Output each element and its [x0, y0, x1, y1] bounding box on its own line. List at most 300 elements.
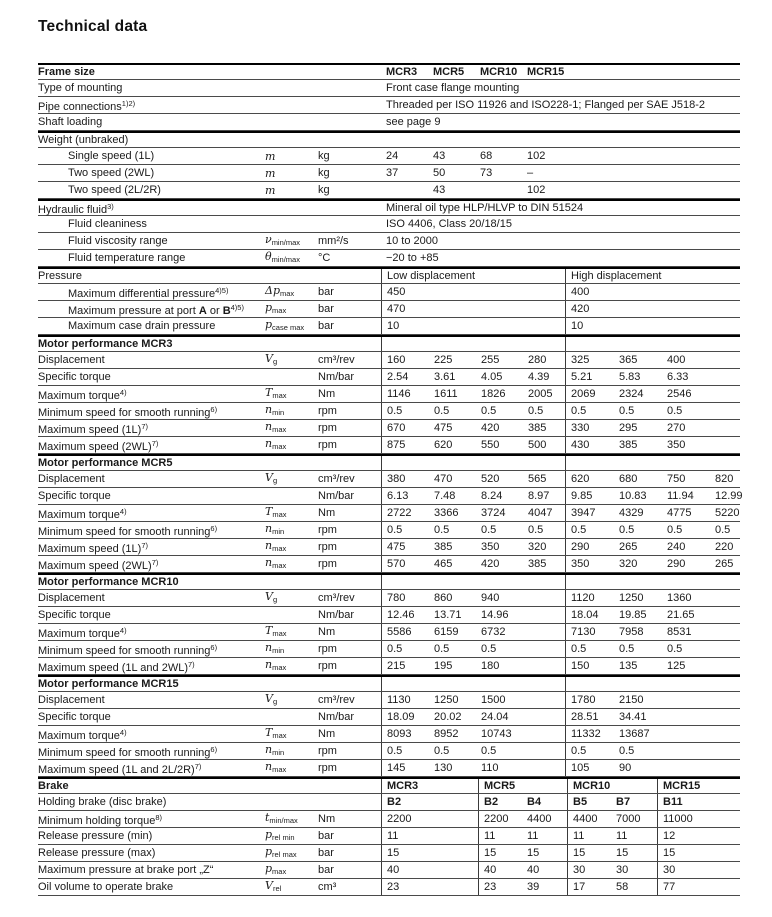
row-label-cell — [38, 830, 265, 843]
symbol-subscript: max — [280, 289, 295, 298]
unit: mm²/s — [318, 234, 349, 247]
value-cell: 7000 — [616, 812, 641, 825]
brake-zone — [567, 794, 657, 810]
value-cell: 40 — [484, 863, 497, 876]
high-displacement-zone — [565, 677, 740, 691]
value-cell: 8952 — [434, 727, 459, 740]
low-displacement-zone — [381, 337, 565, 351]
value-cell: 0.5 — [387, 404, 403, 417]
unit-cell — [318, 490, 381, 503]
high-displacement-zone — [565, 337, 740, 351]
table-row — [38, 522, 740, 539]
value-cell: 5586 — [387, 625, 412, 638]
value-cell: 0.5 — [528, 404, 544, 417]
symbol: θ — [265, 250, 272, 263]
unit: Nm/bar — [318, 710, 355, 723]
value-cell: 940 — [481, 591, 500, 604]
row-label-cell — [38, 522, 265, 539]
symbol-cell — [265, 590, 318, 606]
value-cell: 105 — [571, 761, 590, 774]
value-cell: 2069 — [571, 387, 596, 400]
unit: bar — [318, 829, 334, 842]
unit-cell — [318, 439, 381, 452]
low-displacement-zone — [381, 386, 565, 402]
unit: bar — [318, 319, 334, 332]
unit-cell — [318, 847, 381, 860]
value-cell: B11 — [663, 795, 683, 808]
low-displacement-zone — [381, 269, 565, 283]
row-label: Motor performance MCR10 — [38, 575, 179, 588]
symbol-cell — [265, 692, 318, 708]
row-label-cell — [38, 437, 265, 454]
unit-cell — [318, 711, 381, 724]
value-cell: 7958 — [619, 625, 644, 638]
value-cell: 475 — [434, 421, 453, 434]
value-cell: 350 — [571, 557, 590, 570]
brake-zone — [478, 845, 567, 861]
row-label-cell — [38, 134, 265, 147]
unit: cm³/rev — [318, 353, 355, 366]
value-cell: 2150 — [619, 693, 644, 706]
brake-zone — [478, 828, 567, 844]
value-cell: – — [527, 166, 534, 179]
symbol: V — [265, 352, 273, 365]
row-label: Maximum speed (1L and 2WL) — [38, 661, 188, 674]
value-cell: 73 — [480, 166, 493, 179]
footnote-marker: 1)2) — [121, 98, 136, 108]
footnote-marker: 4) — [119, 727, 127, 737]
low-displacement-zone — [381, 318, 565, 334]
unit-cell — [318, 167, 381, 180]
column-header-row — [38, 63, 740, 80]
symbol-cell — [265, 624, 318, 640]
value-cell: 13.71 — [434, 608, 462, 621]
symbol: Δp — [265, 284, 280, 297]
row-label: Maximum pressure at port — [68, 304, 199, 317]
value-cell: 10 — [387, 319, 400, 332]
low-displacement-zone — [381, 369, 565, 385]
symbol: p — [265, 828, 273, 841]
value-cell: 6159 — [434, 625, 459, 638]
value-cell: 1826 — [481, 387, 506, 400]
row-label: Displacement — [38, 591, 105, 604]
high-displacement-zone — [565, 607, 740, 623]
low-displacement-zone — [381, 575, 565, 589]
high-displacement-zone — [565, 760, 740, 776]
value-cell: 295 — [619, 421, 638, 434]
value-cell: 30 — [663, 863, 676, 876]
high-displacement-zone — [565, 301, 740, 317]
row-label-cell — [38, 218, 265, 231]
value-cell: 43 — [433, 183, 446, 196]
value-area — [381, 148, 740, 164]
row-label-cell — [38, 743, 265, 760]
brake-header-row — [38, 777, 740, 794]
unit-cell — [318, 184, 381, 197]
symbol: p — [265, 862, 273, 875]
table-row — [38, 692, 740, 709]
brake-zone — [567, 845, 657, 861]
row-label: Single speed (1L) — [68, 149, 155, 162]
value-cell: 780 — [387, 591, 406, 604]
value-cell: 1250 — [434, 693, 459, 706]
value-cell: 280 — [528, 353, 547, 366]
symbol: n — [265, 420, 273, 433]
value-cell: 20.02 — [434, 710, 462, 723]
table-row — [38, 862, 740, 879]
value-area — [381, 80, 740, 96]
row-label: Fluid cleaniness — [68, 217, 147, 230]
symbol: n — [265, 437, 273, 450]
symbol-subscript: rel — [272, 884, 282, 893]
symbol-cell — [265, 386, 318, 402]
table-row — [38, 505, 740, 522]
value-cell: 15 — [387, 846, 400, 859]
symbol-subscript: rel max — [272, 850, 297, 859]
low-displacement-zone — [381, 456, 565, 470]
table-row — [38, 114, 740, 131]
value-cell: 385 — [434, 540, 453, 553]
high-displacement-zone — [565, 284, 740, 300]
value-cell: 0.5 — [387, 523, 403, 536]
technical-data-table — [38, 63, 743, 896]
row-label-cell — [38, 184, 265, 197]
value-cell: 1611 — [434, 387, 458, 400]
low-displacement-zone — [381, 420, 565, 436]
row-label: Maximum speed (2WL) — [38, 440, 152, 453]
symbol: V — [265, 692, 273, 705]
unit: kg — [318, 149, 330, 162]
symbol: n — [265, 556, 273, 569]
row-label: Pipe connections — [38, 100, 122, 113]
row-label-cell — [38, 881, 265, 894]
row-label: Maximum pressure at brake port „Z“ — [38, 863, 214, 876]
value-cell: 11000 — [663, 812, 693, 825]
unit-cell — [318, 864, 381, 877]
value-cell: 350 — [667, 438, 686, 451]
symbol-subscript: max — [272, 765, 287, 774]
table-row — [38, 318, 740, 335]
row-label-cell — [38, 270, 265, 283]
value-cell: 10.83 — [619, 489, 647, 502]
value-cell: MCR15 — [527, 65, 565, 78]
low-displacement-zone — [381, 607, 565, 623]
value-cell: 1360 — [667, 591, 692, 604]
value-area — [381, 233, 740, 249]
value-cell: 0.5 — [571, 404, 587, 417]
unit-cell — [318, 371, 381, 384]
row-label-cell — [38, 116, 265, 129]
value-cell: 15 — [484, 846, 497, 859]
low-displacement-zone — [381, 709, 565, 725]
value-cell: 110 — [481, 761, 499, 774]
footnote-marker: 7) — [151, 557, 159, 567]
value-cell: 11 — [527, 829, 539, 842]
value-cell: 450 — [387, 285, 406, 298]
symbol: t — [265, 811, 270, 824]
footnote-marker: 4)5) — [215, 285, 229, 295]
unit: Nm — [318, 506, 336, 519]
value-cell: 7.48 — [434, 489, 456, 502]
value-cell: B7 — [616, 795, 631, 808]
brake-zone — [478, 779, 567, 793]
value-cell: 475 — [387, 540, 406, 553]
brake-zone — [657, 845, 740, 861]
brake-zone — [381, 811, 478, 827]
value-cell: 420 — [571, 302, 590, 315]
value-cell: 380 — [387, 472, 406, 485]
value-area — [381, 165, 740, 181]
value-area — [381, 250, 740, 266]
symbol-subscript: max — [272, 867, 287, 876]
footnote-marker: 6) — [210, 642, 218, 652]
value-cell: 320 — [528, 540, 547, 553]
footnote-marker: 7) — [141, 540, 148, 550]
row-label: Maximum case drain pressure — [68, 319, 216, 332]
brake-zone — [478, 811, 567, 827]
high-displacement-zone — [565, 590, 740, 606]
symbol-subscript: min/max — [269, 816, 298, 825]
symbol-subscript: max — [272, 442, 287, 451]
low-displacement-zone — [381, 624, 565, 640]
symbol-cell — [265, 811, 318, 827]
table-row — [38, 794, 740, 811]
table-row — [38, 760, 740, 777]
row-label-cell — [38, 796, 265, 809]
value-area — [381, 97, 740, 113]
row-label: Specific torque — [38, 608, 111, 621]
table-row — [38, 624, 740, 641]
value-cell: 3.61 — [434, 370, 456, 383]
brake-zone — [381, 779, 478, 793]
value-cell: 40 — [387, 863, 400, 876]
value-cell: 6732 — [481, 625, 506, 638]
value-cell: 125 — [667, 659, 686, 672]
value-cell: 180 — [481, 659, 500, 672]
unit: bar — [318, 846, 334, 859]
low-displacement-zone — [381, 505, 565, 521]
row-label-cell — [38, 641, 265, 658]
value-cell: 24.04 — [481, 710, 509, 723]
high-displacement-zone — [565, 709, 740, 725]
table-row — [38, 709, 740, 726]
value-cell: 8531 — [667, 625, 692, 638]
table-row — [38, 828, 740, 845]
value-cell: 30 — [616, 863, 629, 876]
unit: Nm — [318, 625, 336, 638]
low-displacement-zone — [381, 743, 565, 759]
value-cell: 400 — [667, 353, 686, 366]
row-label: Pressure — [38, 269, 83, 282]
row-label-cell — [38, 539, 265, 556]
symbol: n — [265, 760, 273, 773]
low-displacement-zone — [381, 641, 565, 657]
unit-cell — [318, 286, 381, 299]
low-displacement-zone — [381, 471, 565, 487]
unit-cell — [318, 541, 381, 554]
row-label: Maximum torque — [38, 627, 120, 640]
symbol: m — [265, 183, 276, 197]
row-label-cell — [38, 576, 265, 589]
table-row — [38, 97, 740, 114]
row-label-cell — [38, 864, 265, 877]
table-row — [38, 488, 743, 505]
value-cell: 102 — [527, 183, 546, 196]
value-cell: 43 — [433, 149, 446, 162]
table-row — [38, 539, 740, 556]
table-row — [38, 233, 740, 250]
table-row — [38, 182, 740, 199]
value-cell: MCR3 — [386, 65, 418, 78]
row-label: Type of mounting — [38, 81, 123, 94]
symbol-cell — [265, 828, 318, 844]
row-label-cell — [38, 726, 265, 743]
unit-cell — [318, 592, 381, 605]
table-row — [38, 148, 740, 165]
row-label: B — [222, 304, 231, 317]
row-label: Displacement — [38, 472, 105, 485]
symbol-cell — [265, 437, 318, 453]
unit-cell — [318, 609, 381, 622]
value-cell: 400 — [571, 285, 590, 298]
unit: rpm — [318, 523, 337, 536]
value-cell: B5 — [573, 795, 588, 808]
symbol-cell — [265, 539, 318, 555]
value-cell: 3724 — [481, 506, 506, 519]
symbol: m — [265, 149, 276, 163]
row-label-cell — [38, 847, 265, 860]
symbol-subscript: max — [272, 544, 287, 553]
high-displacement-zone — [565, 658, 740, 674]
high-displacement-zone — [565, 575, 740, 589]
value-cell: 0.5 — [571, 642, 587, 655]
unit: bar — [318, 863, 334, 876]
section-header-row — [38, 335, 740, 352]
table-row — [38, 743, 740, 760]
value-cell: 15 — [616, 846, 629, 859]
unit-cell — [318, 745, 381, 758]
footnote-marker: 4)5) — [230, 302, 244, 312]
footnote-marker: 3) — [107, 201, 114, 211]
symbol-subscript: min/max — [271, 255, 300, 264]
table-row — [38, 471, 740, 488]
zone-label: High displacement — [571, 269, 662, 282]
row-label: Specific torque — [38, 489, 111, 502]
value-cell: 320 — [619, 557, 638, 570]
row-label: Motor performance MCR5 — [38, 456, 173, 469]
high-displacement-zone — [565, 692, 740, 708]
value-cell: 465 — [434, 557, 453, 570]
table-row — [38, 199, 740, 216]
value-cell: 500 — [528, 438, 547, 451]
low-displacement-zone — [381, 301, 565, 317]
symbol: p — [265, 845, 273, 858]
symbol-subscript: min — [272, 646, 285, 655]
high-displacement-zone — [565, 420, 740, 436]
value-cell: 12.99 — [715, 489, 743, 502]
value-text: Threaded per ISO 11926 and ISO228-1; Flanged per SAE J518-2 — [386, 98, 705, 111]
unit: Nm/bar — [318, 489, 355, 502]
value-cell: 68 — [480, 149, 493, 162]
zone-label: Low displacement — [387, 269, 476, 282]
row-label-cell — [38, 284, 265, 301]
row-label: Two speed (2WL) — [68, 166, 155, 179]
value-cell: 15 — [663, 846, 676, 859]
symbol-cell — [265, 556, 318, 572]
value-cell: 0.5 — [619, 404, 635, 417]
row-label: Maximum speed (2WL) — [38, 559, 152, 572]
symbol-subscript: g — [272, 357, 278, 366]
brake-zone — [381, 794, 478, 810]
row-label-cell — [38, 167, 265, 180]
brake-zone — [381, 862, 478, 878]
value-cell: 0.5 — [619, 642, 635, 655]
high-displacement-zone — [565, 641, 740, 657]
section-header-row — [38, 573, 740, 590]
high-displacement-zone — [565, 726, 740, 742]
low-displacement-zone — [381, 539, 565, 555]
value-cell: MCR15 — [663, 779, 701, 792]
row-label-cell — [38, 301, 265, 318]
value-text: see page 9 — [386, 115, 441, 128]
zone-header-row — [38, 267, 740, 284]
value-cell: 0.5 — [619, 744, 635, 757]
symbol-cell — [265, 352, 318, 368]
unit: kg — [318, 183, 330, 196]
value-cell: 145 — [387, 761, 406, 774]
row-label-cell — [38, 473, 265, 486]
value-cell: 40 — [527, 863, 540, 876]
value-cell: 0.5 — [571, 523, 587, 536]
row-label-cell — [38, 150, 265, 163]
unit-cell — [318, 235, 381, 248]
row-label: Displacement — [38, 693, 105, 706]
row-label: Two speed (2L/2R) — [68, 183, 161, 196]
row-label-cell — [38, 556, 265, 573]
row-label: A — [198, 304, 207, 317]
value-cell: 10 — [571, 319, 584, 332]
low-displacement-zone — [381, 677, 565, 691]
row-label-cell — [38, 505, 265, 522]
symbol-cell — [265, 184, 318, 197]
footnote-marker: 7) — [194, 761, 202, 771]
table-row — [38, 845, 740, 862]
table-row — [38, 250, 740, 267]
symbol-subscript: min — [272, 408, 285, 417]
value-cell: 550 — [481, 438, 500, 451]
value-cell: 195 — [434, 659, 453, 672]
value-cell: MCR10 — [480, 65, 518, 78]
value-cell: 385 — [619, 438, 638, 451]
symbol-subscript: min/max — [271, 238, 301, 247]
row-label: Maximum speed (1L and 2L/2R) — [38, 763, 195, 776]
symbol-subscript: g — [272, 476, 278, 485]
symbol-cell — [265, 760, 318, 776]
symbol-subscript: max — [272, 561, 287, 570]
row-label: Oil volume to operate brake — [38, 880, 174, 893]
value-cell: 9.85 — [571, 489, 593, 502]
row-label: Motor performance MCR3 — [38, 337, 173, 350]
table-row — [38, 352, 740, 369]
symbol-subscript: max — [272, 306, 287, 315]
value-text: Mineral oil type HLP/HLVP to DIN 51524 — [386, 201, 584, 214]
low-displacement-zone — [381, 522, 565, 538]
value-cell: 1250 — [619, 591, 644, 604]
brake-zone — [657, 811, 740, 827]
value-cell: 565 — [528, 472, 547, 485]
value-cell: 6.13 — [387, 489, 409, 502]
value-cell: B2 — [387, 795, 402, 808]
